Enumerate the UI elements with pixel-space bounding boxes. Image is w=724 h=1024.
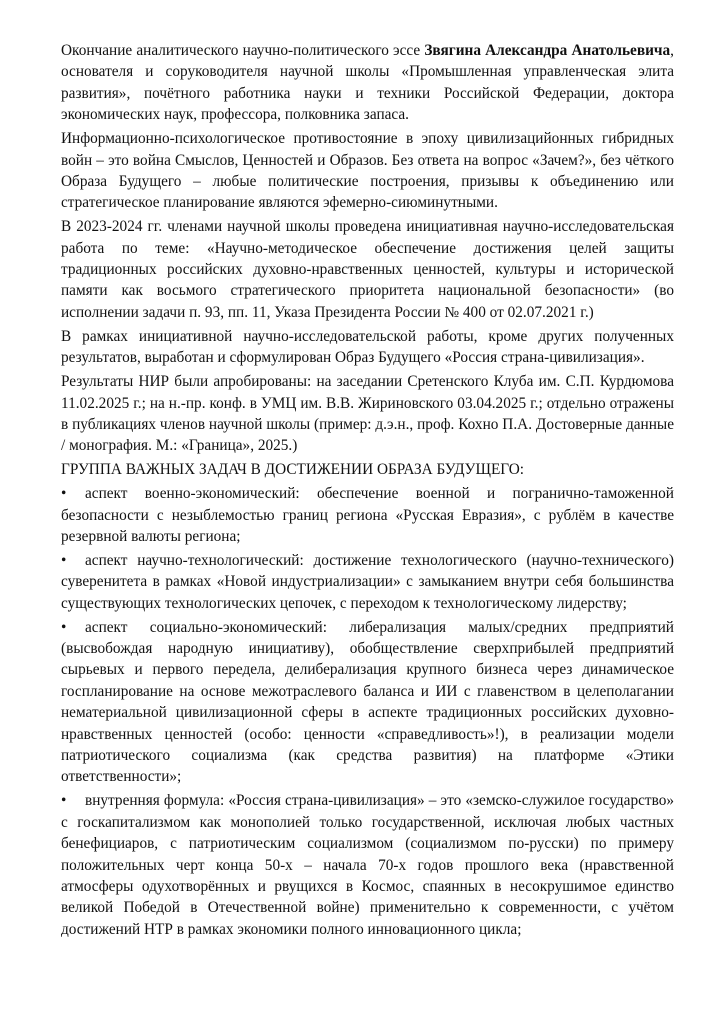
intro-text-end: , основателя и соруководителя научной школы «Промышленная управленческая элита развития», почётного работника науки и техники Российской Федерации, доктора экономических наук, профессора, полковника запаса. xyxy=(61,42,674,124)
paragraph-image-of-future: В рамках инициативной научно-исследовательской работы, кроме других полученных результатов, выработан и сформулирован Образ Будущего «Россия страна-цивилизация». xyxy=(61,327,674,367)
bullet-mark: • xyxy=(61,485,67,503)
intro-text-start: Окончание аналитического научно-политического эссе xyxy=(61,42,425,59)
intro-paragraph xyxy=(61,40,674,126)
paragraph-research-work: В 2023-2024 гг. членами научной школы проведена инициативная научно-исследовательская работа по теме: «Научно-методическое обеспечение достижения целей защиты традиционных российских духовно-нравственных ценностей, культуры и исторической памяти как восьмого стратегического приоритета национальной безопасности» (во исполнении задачи п. 93, пп. 11, Указа Президента России № 400 от 02.07.2021 г.) xyxy=(61,218,674,321)
bullet-military-economic xyxy=(61,483,674,547)
paragraph-information-warfare: Информационно-психологическое противостояние в эпоху цивилизацийонных гибридных войн – это война Смыслов, Ценностей и Образов. Без ответа на вопрос «Зачем?», без чёткого Образа Будущего – любые политические построения, призывы к объединению или стратегическое планирование являются эфемерно-сиюминутными. xyxy=(61,130,674,212)
bullet-scientific-technological xyxy=(61,550,674,614)
bullet-mark: • xyxy=(61,792,67,810)
author-name: Звягина Александра Анатольевича xyxy=(424,42,671,59)
document-page xyxy=(61,40,674,943)
bullet-text: внутренняя формула: «Россия страна-цивилизация» – это «земско-служилое государство» с госкапитализмом как монополией только государственной, исключая любых частных бенефициаров, с патриотическим социализмом (социализмом по-русски) по примеру положительных черт конца 50-х – начала 70-х годов прошлого века (нравственной атмосферы одухотворённых и рвущихся в Космос, спаянных в несокрушимое единство великой Победой в Отечественной войне) применительно к современности, с учётом достижений НТР в рамках экономики полного инновационного цикла; xyxy=(61,792,674,938)
bullet-mark: • xyxy=(61,618,67,636)
bullet-internal-formula xyxy=(61,790,674,940)
bullet-text: аспект военно-экономический: обеспечение военной и погранично-таможенной безопасности с незыблемостью границ региона «Русская Евразия», с рублём в качестве резервной валюты региона; xyxy=(61,485,674,545)
bullet-text: аспект научно-технологический: достижение технологического (научно-технического) суверенитета в рамках «Новой индустриализации» с замыканием внутри себя большинства существующих технологических цепочек, с переходом к технологическому лидерству; xyxy=(61,551,674,612)
bullet-mark: • xyxy=(61,551,67,569)
bullet-text: аспект социально-экономический: либерализация малых/средних предприятий (высвобождая народную инициативу), обобществление сверхприбылей предприятий сырьевых и первого передела, делиберализация крупного бизнеса через динамическое госпланирование на основе межотраслевого баланса и ИИ с главенством в целеполагании нематериальной цивилизационной сферы в аспекте традиционных российских духовно-нравственных ценностей (особо: ценности «справедливость»!), в реализации модели патриотического социализма (как средства развития) на платформе «Этики ответственности»; xyxy=(61,618,674,786)
section-heading: ГРУППА ВАЖНЫХ ЗАДАЧ В ДОСТИЖЕНИИ ОБРАЗА БУДУЩЕГО: xyxy=(61,461,525,479)
paragraph-approbation: Результаты НИР были апробированы: на заседании Сретенского Клуба им. С.П. Курдюмова 11.02.2025 г.; на н.-пр. конф. в УМЦ им. В.В. Жириновского 03.04.2025 г.; отдельно отражены в публикациях членов научной школы (пример: д.э.н., проф. Кохно П.А. Достоверные данные / монография. М.: «Граница», 2025.) xyxy=(61,373,674,455)
bullet-socio-economic xyxy=(61,617,674,788)
